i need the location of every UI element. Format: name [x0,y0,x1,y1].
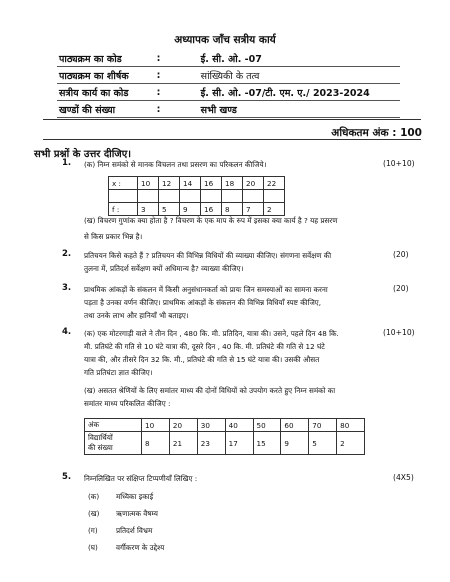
q4-part-b-line2: समांतर माध्य परिकलित कीजिए : [84,399,171,408]
table-cell: 8 [222,203,243,216]
q1-marks: (10+10) [383,159,415,168]
table-cell: 14 [180,177,201,190]
q5-marks: (4X5) [393,473,414,482]
table-cell: 2 [337,432,365,455]
table-cell [180,190,201,203]
table-cell: 17 [225,432,253,455]
q2-line1: प्रतिचयन किसे कहते हैं ? प्रतिचयन की विभिन्न विधियों की व्याख्या कीजिए। संगणना सर्वेक्षण की [84,251,332,260]
table-cell: 18 [222,177,243,190]
divider [43,119,421,120]
q3-line1: प्राथमिक आंकड़ों के संकलन में किसी अनुसंधानकर्ता को प्रायः जिन समस्याओं का सामना करना [84,285,328,294]
q4-part-b-line1: (ख) असतत श्रेणियों के लिए समांतर माध्य की दोनों विधियों को उपयोग करते हुए निम्न समंको का [84,386,336,395]
q3-line3: तथा उनके लाभ और हानियाँ भी बताइए। [84,311,189,320]
table-cell [243,190,264,203]
list-item: मध्यिका इकाई [116,492,154,501]
q1-part-b-line2: से किस प्रकार भिन्न है। [84,232,143,241]
info-label: पाठ्यक्रम का कोड [57,50,143,67]
table-cell: 10 [138,177,159,190]
table-cell: 16 [201,203,222,216]
question-number: 2. [62,249,72,259]
info-label: पाठ्यक्रम का शीर्षक [57,67,143,84]
info-separator: : [143,67,199,84]
info-row-blocks [57,101,400,118]
table-cell: 9 [180,203,201,216]
table-cell: 50 [253,419,281,432]
table-cell: 70 [309,419,337,432]
question-number: 5. [62,472,72,482]
table-cell: 22 [264,177,285,190]
table-cell [109,190,138,203]
instruction: सभी प्रश्नों के उत्तर दीजिए। [34,149,132,160]
table-cell: 12 [159,177,180,190]
course-info-table [57,50,400,118]
table-cell: 3 [138,203,159,216]
q5-intro: निम्नलिखित पर संक्षिप्त टिप्पणीयाँ लिखिए : [84,474,198,483]
info-value: ई. सी. ओ. -07 [199,50,400,67]
q2-line2: तुलना में, प्रतिदर्श सर्वेक्षण क्यों अधिमान्य है? व्याख्या कीजिए। [84,264,244,273]
table-cell [159,190,180,203]
question-number: 1. [62,158,72,168]
info-row-assignment-code [57,84,400,101]
table-cell: 16 [201,177,222,190]
info-separator: : [143,84,199,101]
info-value: ई. सी. ओ. -07/टी. एम. ए./ 2023-2024 [199,84,400,101]
table-row [85,419,365,432]
table-cell: 7 [243,203,264,216]
info-value: सांख्यिकी के तत्व [199,67,400,84]
q1-frequency-table [108,176,285,216]
table-cell [201,190,222,203]
table-cell: 5 [309,432,337,455]
list-item-key: (ग) [88,526,98,535]
table-cell: 9 [281,432,309,455]
q1-part-a: (क) निम्न समंको से मानक विचलन तथा प्रसरण का परिकलन कीजिये। [84,160,267,169]
table-row [109,177,285,190]
q4-marks-table [84,418,365,455]
info-separator: : [143,50,199,67]
header-line: की संख्या [88,443,113,452]
list-item: ऋणात्मक वैषम्य [116,509,158,518]
table-row [85,432,365,455]
list-item-key: (घ) [88,543,98,552]
table-cell: अंक [85,419,142,432]
q1-part-b-line1: (ख) विचरण गुणांक क्या होता है ? विचरण के एक माप के रुप में इसका क्या कार्य है ? यह प्रसरण [84,216,338,225]
q4-part-a-line2: मी. प्रतिघंटे की गति से 10 घंटे यात्रा की, दूसरे दिन , 40 कि. मी. प्रतिघंटे की गति से 12 घंटे [84,342,325,351]
table-row [109,203,285,216]
q4-part-a-line4: गति प्रतिघंटा ज्ञात कीजिए। [84,368,153,377]
table-cell: 23 [197,432,225,455]
table-cell: 10 [142,419,170,432]
table-cell: 40 [225,419,253,432]
list-item: वर्गीकरण के उद्देश्य [116,543,165,552]
table-cell: 5 [159,203,180,216]
question-number: 4. [62,327,72,337]
table-cell: 8 [142,432,170,455]
q3-line2: पड़ता है उनका वर्णन कीजिए। प्राथमिक आंकड़ों के संकलन की विभिन्न विधियाँ स्पष्ट कीजिए, [84,298,322,307]
table-cell: x : [109,177,138,190]
info-value: सभी खण्ड [199,101,400,118]
list-item-key: (ख) [88,509,100,518]
question-number: 3. [62,283,72,293]
info-row-course-title [57,67,400,84]
table-cell: 2 [264,203,285,216]
table-cell: 20 [243,177,264,190]
info-row-course-code [57,50,400,67]
table-cell [85,432,142,455]
table-cell: 30 [197,419,225,432]
table-cell [264,190,285,203]
q2-marks: (20) [393,250,409,259]
table-cell: 80 [337,419,365,432]
table-cell [138,190,159,203]
list-item-key: (क) [88,492,100,501]
max-marks: अधिकतम अंक : 100 [331,127,422,139]
info-label: खण्डों की संख्या [57,101,143,118]
info-separator: : [143,101,199,118]
list-item: प्रतिदर्श विभ्रम [116,526,153,535]
info-label: सत्रीय कार्य का कोड [57,84,143,101]
header-line: विद्यार्थियों [88,433,113,442]
table-cell: 60 [281,419,309,432]
q4-part-a-line1: (क) एक मोटरगाड़ी वाले ने तीन दिन , 480 कि. मी. प्रतिदिन, यात्रा की। उसने, पहले दिन 48 कि. [84,329,339,338]
table-cell: 15 [253,432,281,455]
q4-marks: (10+10) [383,328,415,337]
q3-marks: (20) [393,284,409,293]
table-cell: f : [109,203,138,216]
table-cell: 21 [169,432,197,455]
page-title: अध्यापक जाँच सत्रीय कार्य [174,34,276,46]
table-cell: 20 [169,419,197,432]
table-cell [222,190,243,203]
q4-part-a-line3: यात्रा की, और तीसरे दिन 32 कि. मी., प्रतिघंटे की गति से 15 घंटे यात्रा की। उसकी औसत [84,355,320,364]
